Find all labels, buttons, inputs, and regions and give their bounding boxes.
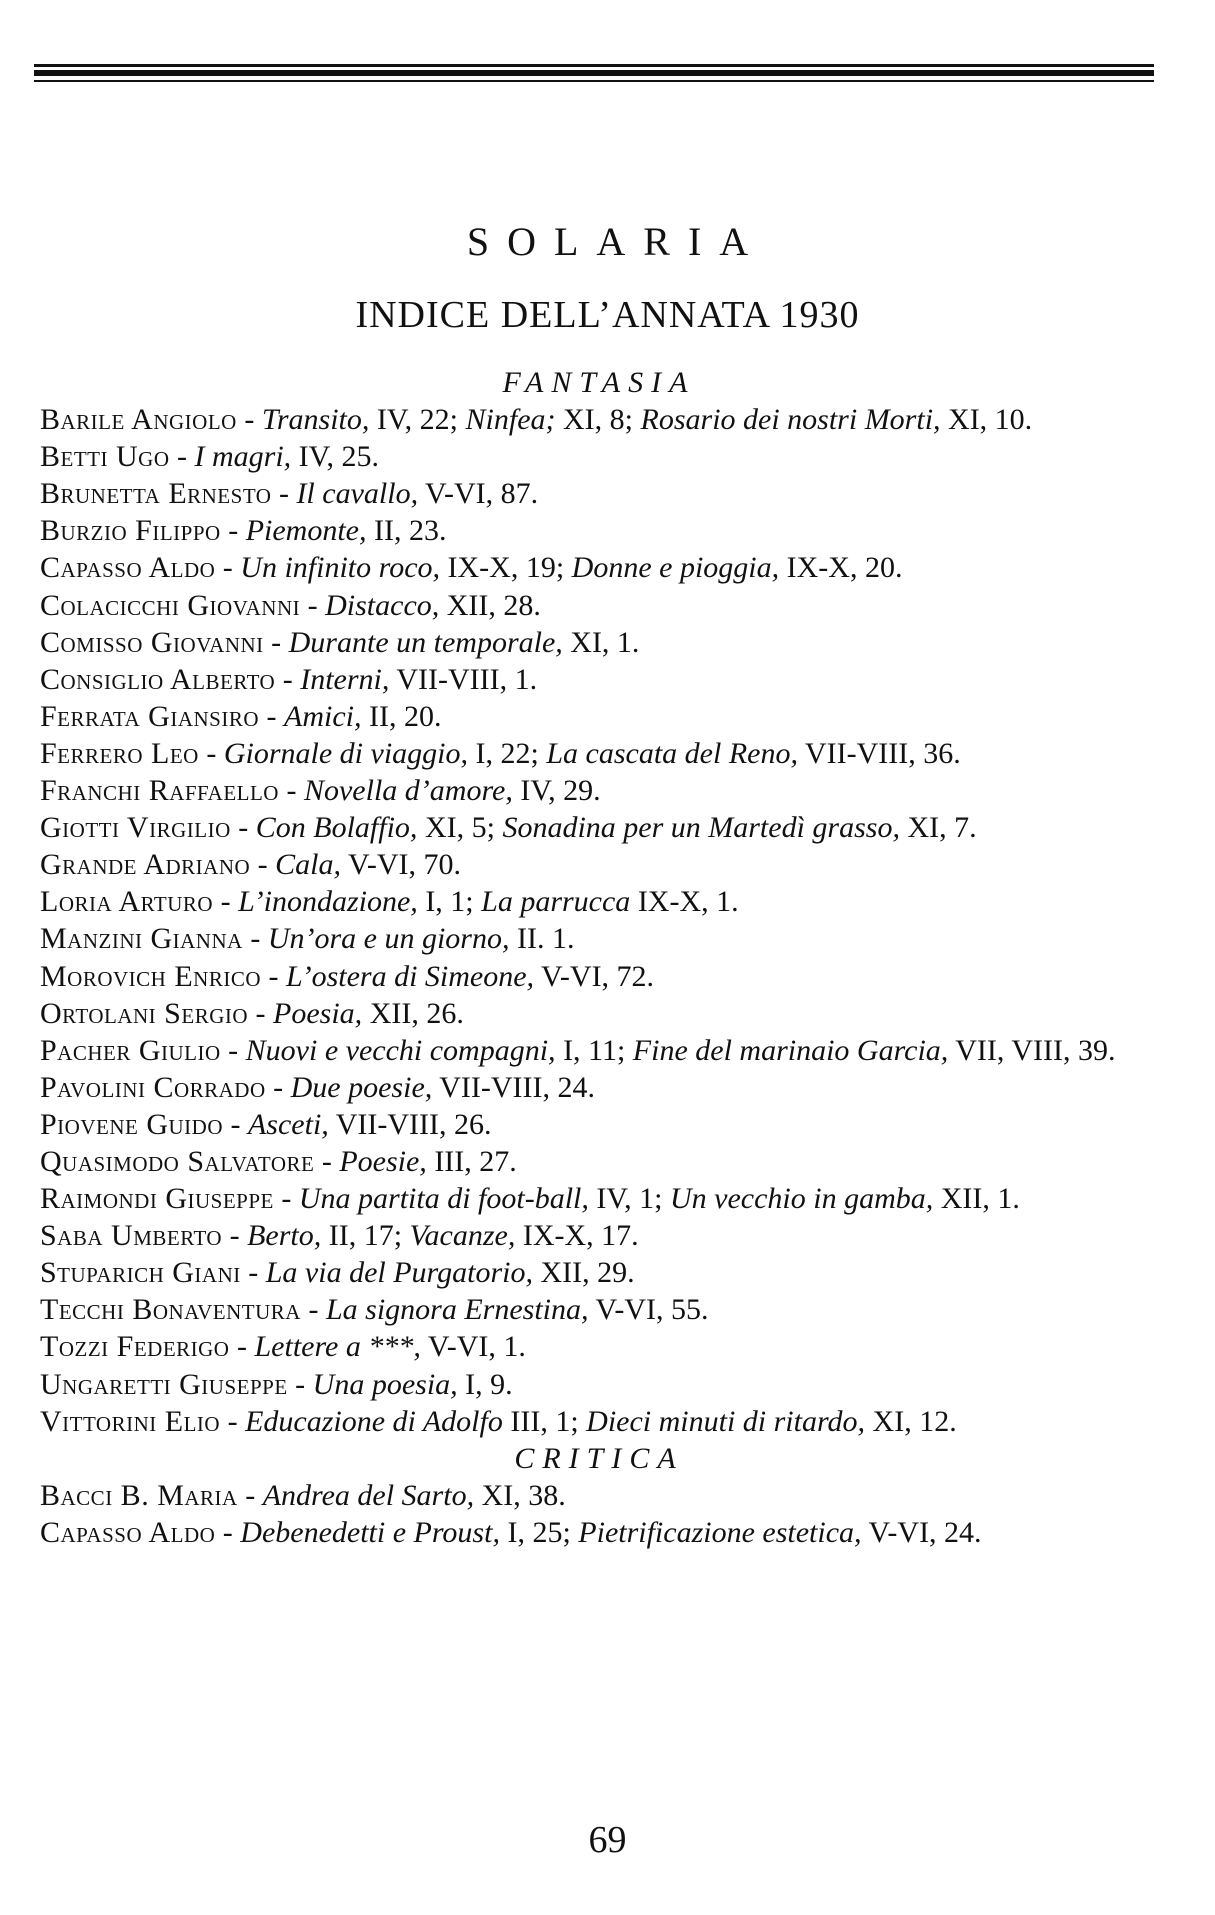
index-entry: Tecchi Bonaventura - La signora Ernestina, V-VI, 55. <box>40 1293 709 1327</box>
entry-issue-ref: IX-X, 17. <box>515 1219 639 1253</box>
entry-work-title: Transito, <box>261 403 370 437</box>
index-entry: Pavolini Corrado - Due poesie, VII-VIII, 24. <box>40 1070 595 1104</box>
entry-issue-ref: III, 27. <box>426 1144 517 1178</box>
entry-issue-ref: XII, 28. <box>439 588 541 622</box>
entry-work-title: Distacco, <box>325 588 440 622</box>
entry-author: Morovich Enrico <box>40 959 262 993</box>
entry-issue-ref: XII, 26. <box>362 996 464 1030</box>
entry-issue-ref: I, 1; <box>417 885 482 919</box>
entry-author: Brunetta Ernesto <box>40 477 272 511</box>
entry-work-title: Dieci minuti di ritardo, <box>586 1404 866 1438</box>
index-entry: Saba Umberto - Berto, II, 17; Vacanze, IX-X, 17. <box>40 1219 639 1253</box>
entry-work-title: Vacanze, <box>409 1219 516 1253</box>
entry-issue-ref: V-VI, 24. <box>861 1515 982 1549</box>
entry-work-title: Sonadina per un Martedì grasso, <box>502 811 900 845</box>
index-entry: Bacci B. Maria - Andrea del Sarto, XI, 38. <box>40 1478 566 1512</box>
entry-work-title: Asceti, <box>247 1107 329 1141</box>
entry-author: Pacher Giulio <box>40 1033 221 1067</box>
entry-issue-ref: VII-VIII, 24. <box>432 1070 595 1104</box>
entry-work-title: Poesie, <box>339 1144 427 1178</box>
entry-author: Saba Umberto <box>40 1219 223 1253</box>
index-entry: Franchi Raffaello - Novella d’amore, IV, 29. <box>40 774 601 808</box>
entry-issue-ref: XI, 12. <box>865 1404 957 1438</box>
entry-author: Comisso Giovanni <box>40 625 264 659</box>
entry-work-title: Poesia, <box>273 996 363 1030</box>
journal-title: SOLARIA <box>466 219 767 264</box>
entry-issue-ref: IX-X, 1. <box>630 885 739 919</box>
index-entry: Ferrata Giansiro - Amici, II, 20. <box>40 699 442 733</box>
index-entry: Tozzi Federigo - Lettere a ***, V-VI, 1. <box>40 1330 526 1364</box>
entry-author: Betti Ugo <box>40 440 170 474</box>
entry-work-title: Donne e pioggia, <box>571 551 780 585</box>
entry-issue-ref: XI, 5; <box>417 811 503 845</box>
top-rule-thin <box>34 64 1154 67</box>
entry-work-title: Due poesie, <box>290 1070 433 1104</box>
entry-author: Piovene Guido <box>40 1107 223 1141</box>
entry-author: Ortolani Sergio <box>40 996 249 1030</box>
index-entry: Capasso Aldo - Un infinito roco, IX-X, 19; Donne e pioggia, IX-X, 20. <box>40 551 903 585</box>
entry-work-title: Giornale di viaggio, <box>223 736 469 770</box>
entry-issue-ref: V-VI, 55. <box>588 1293 709 1327</box>
entry-work-title: Cala, <box>275 848 342 882</box>
index-entry: Stuparich Giani - La via del Purgatorio, XII, 29. <box>40 1256 635 1290</box>
entry-issue-ref: IV, 1; <box>588 1182 670 1216</box>
index-entry: Vittorini Elio - Educazione di Adolfo III, 1; Dieci minuti di ritardo, XI, 12. <box>40 1404 957 1438</box>
page-number: 69 <box>588 1819 627 1861</box>
index-entry: Grande Adriano - Cala, V-VI, 70. <box>40 848 462 882</box>
entry-work-title: Un vecchio in gamba, <box>670 1182 934 1216</box>
entry-issue-ref: XI, 7. <box>899 811 977 845</box>
entry-issue-ref: I, 25; <box>499 1515 579 1549</box>
entry-author: Tecchi Bonaventura <box>40 1293 301 1327</box>
entry-work-title: I magri, <box>194 440 292 474</box>
entry-work-title: La cascata del Reno, <box>546 736 798 770</box>
index-entry: Betti Ugo - I magri, IV, 25. <box>40 440 379 474</box>
index-entry: Capasso Aldo - Debenedetti e Proust, I, 25; Pietrificazione estetica, V-VI, 24. <box>40 1515 982 1549</box>
entry-work-title: Durante un temporale, <box>288 625 563 659</box>
entry-author: Bacci B. Maria <box>40 1478 238 1512</box>
entry-issue-ref: VII, VIII, 39. <box>948 1033 1116 1067</box>
entry-work-title: Interni, <box>300 662 390 696</box>
entry-work-title: Nuovi e vecchi compagni, <box>245 1033 556 1067</box>
entry-author: Grande Adriano <box>40 848 251 882</box>
entry-author: Consiglio Alberto <box>40 662 276 696</box>
index-entry: Pacher Giulio - Nuovi e vecchi compagni, I, 11; Fine del marinaio Garcia, VII, VIII, 39. <box>40 1033 1116 1067</box>
index-entry: Manzini Gianna - Un’ora e un giorno, II. 1. <box>40 922 575 956</box>
index-entry: Ortolani Sergio - Poesia, XII, 26. <box>40 996 464 1030</box>
entry-work-title: Rosario dei nostri Morti, <box>640 403 941 437</box>
section-heading: CRITICA <box>514 1441 684 1475</box>
index-entry: Ferrero Leo - Giornale di viaggio, I, 22; La cascata del Reno, VII-VIII, 36. <box>40 736 961 770</box>
index-entry: Raimondi Giuseppe - Una partita di foot-ball, IV, 1; Un vecchio in gamba, XII, 1. <box>40 1182 1020 1216</box>
entry-author: Giotti Virgilio <box>40 811 231 845</box>
entry-work-title: La via del Purgatorio, <box>265 1256 533 1290</box>
entry-author: Manzini Gianna <box>40 922 243 956</box>
entry-issue-ref: XII, 29. <box>532 1256 635 1290</box>
index-entry: Loria Arturo - L’inondazione, I, 1; La parrucca IX-X, 1. <box>40 885 739 919</box>
entry-work-title: La signora Ernestina, <box>325 1293 589 1327</box>
entry-work-title: L’inondazione, <box>238 885 418 919</box>
entry-author: Raimondi Giuseppe <box>40 1182 274 1216</box>
index-entry: Morovich Enrico - L’ostera di Simeone, V-VI, 72. <box>40 959 655 993</box>
index-entry: Barile Angiolo - Transito, IV, 22; Ninfea; XI, 8; Rosario dei nostri Morti, XI, 10. <box>40 403 1033 437</box>
entry-issue-ref: IX-X, 20. <box>779 551 903 585</box>
entry-issue-ref: V-VI, 72. <box>534 959 655 993</box>
entry-work-title: Educazione di Adolfo <box>245 1404 503 1438</box>
index-entry: Comisso Giovanni - Durante un temporale, XI, 1. <box>40 625 640 659</box>
entry-work-title: La parrucca <box>481 885 631 919</box>
index-entry: Brunetta Ernesto - Il cavallo, V-VI, 87. <box>40 477 539 511</box>
entry-author: Capasso Aldo <box>40 1515 216 1549</box>
index-entry: Burzio Filippo - Piemonte, II, 23. <box>40 514 447 548</box>
entry-work-title: Una partita di foot-ball, <box>298 1182 589 1216</box>
index-content <box>40 364 1150 1551</box>
entry-work-title: L’ostera di Simeone, <box>286 959 535 993</box>
entry-author: Ferrero Leo <box>40 736 199 770</box>
entry-issue-ref: XI, 1. <box>562 625 640 659</box>
entry-issue-ref: I, 11; <box>555 1033 633 1067</box>
entry-work-title: Con Bolaffio, <box>255 811 418 845</box>
entry-issue-ref: V-VI, 87. <box>418 477 539 511</box>
entry-issue-ref: III, 1; <box>502 1404 587 1438</box>
index-entry: Giotti Virgilio - Con Bolaffio, XI, 5; Sonadina per un Martedì grasso, XI, 7. <box>40 811 977 845</box>
entry-issue-ref: IV, 29. <box>512 774 601 808</box>
entry-author: Loria Arturo <box>40 885 214 919</box>
entry-issue-ref: II, 20. <box>361 699 442 733</box>
index-subtitle: INDICE DELL’ANNATA 1930 <box>355 294 860 336</box>
entry-author: Franchi Raffaello <box>40 774 279 808</box>
entry-author: Ungaretti Giuseppe <box>40 1367 288 1401</box>
index-entry: Quasimodo Salvatore - Poesie, III, 27. <box>40 1144 517 1178</box>
top-rule-hairline <box>34 80 1154 82</box>
entry-issue-ref: II, 23. <box>366 514 447 548</box>
entry-work-title: Fine del marinaio Garcia, <box>632 1033 949 1067</box>
entry-author: Quasimodo Salvatore <box>40 1144 315 1178</box>
entry-author: Burzio Filippo <box>40 514 221 548</box>
entry-issue-ref: XII, 1. <box>933 1182 1020 1216</box>
entry-issue-ref: XI, 10. <box>940 403 1033 437</box>
entry-issue-ref: I, 9. <box>457 1367 513 1401</box>
entry-author: Tozzi Federigo <box>40 1330 230 1364</box>
entry-author: Stuparich Giani <box>40 1256 241 1290</box>
entry-issue-ref: IX-X, 19; <box>440 551 572 585</box>
entry-issue-ref: II. 1. <box>509 922 575 956</box>
entry-work-title: Debenedetti e Proust, <box>240 1515 500 1549</box>
entry-work-title: Andrea del Sarto, <box>262 1478 475 1512</box>
entry-work-title: Un’ora e un giorno, <box>267 922 510 956</box>
entry-issue-ref: IV, 25. <box>291 440 379 474</box>
entry-issue-ref: IV, 22; <box>369 403 466 437</box>
entry-issue-ref: XI, 38. <box>474 1478 566 1512</box>
entry-issue-ref: I, 22; <box>468 736 547 770</box>
index-entry: Consiglio Alberto - Interni, VII-VIII, 1. <box>40 662 538 696</box>
entry-work-title: Un infinito roco, <box>240 551 441 585</box>
entry-issue-ref: VII-VIII, 36. <box>797 736 961 770</box>
entry-issue-ref: V-VI, 1. <box>420 1330 526 1364</box>
index-entry: Piovene Guido - Asceti, VII-VIII, 26. <box>40 1107 492 1141</box>
entry-work-title: Pietrificazione estetica, <box>578 1515 862 1549</box>
entry-author: Barile Angiolo <box>40 403 237 437</box>
entry-author: Colacicchi Giovanni <box>40 588 301 622</box>
entry-issue-ref: VII-VIII, 26. <box>328 1107 492 1141</box>
entry-author: Vittorini Elio <box>40 1404 221 1438</box>
entry-work-title: Amici, <box>284 699 362 733</box>
entry-issue-ref: II, 17; <box>321 1219 410 1253</box>
entry-work-title: Una poesia, <box>312 1367 458 1401</box>
entry-author: Pavolini Corrado <box>40 1070 266 1104</box>
entry-author: Capasso Aldo <box>40 551 216 585</box>
index-entry: Colacicchi Giovanni - Distacco, XII, 28. <box>40 588 541 622</box>
top-rule-thick <box>34 70 1154 76</box>
entry-work-title: Berto, <box>247 1219 322 1253</box>
entry-work-title: Il cavallo, <box>296 477 419 511</box>
entry-work-title: Novella d’amore, <box>303 774 513 808</box>
entry-work-title: Piemonte, <box>245 514 367 548</box>
entry-author: Ferrata Giansiro <box>40 699 260 733</box>
entry-work-title: Ninfea; <box>465 403 556 437</box>
entry-issue-ref: XI, 8; <box>555 403 641 437</box>
section-heading: FANTASIA <box>502 366 696 399</box>
entry-work-title: Lettere a ***, <box>254 1330 421 1364</box>
index-entry: Ungaretti Giuseppe - Una poesia, I, 9. <box>40 1367 513 1401</box>
entry-issue-ref: VII-VIII, 1. <box>389 662 538 696</box>
entry-issue-ref: V-VI, 70. <box>341 848 462 882</box>
